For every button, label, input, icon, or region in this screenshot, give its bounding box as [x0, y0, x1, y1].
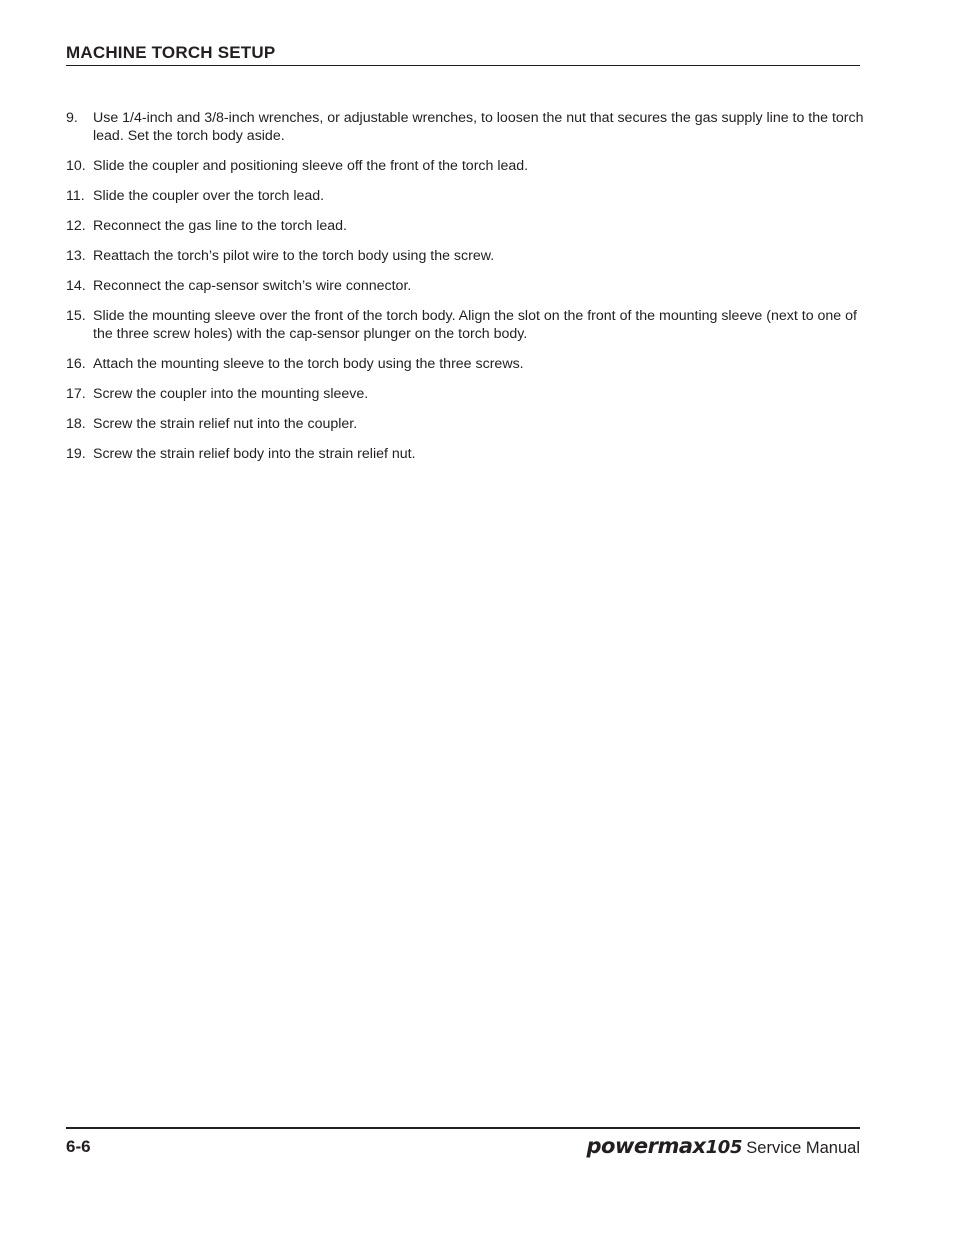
step-number: 13.: [66, 248, 86, 264]
step-text: Slide the mounting sleeve over the front of the torch body. Align the slot on the front of the mounting sleeve (next to one of the three screw holes) with the cap-sensor plunger on the torch body.: [93, 308, 857, 342]
step-number: 17.: [66, 386, 86, 402]
step-number: 9.: [66, 110, 78, 126]
step-item: [66, 445, 866, 463]
page-footer: [66, 1127, 860, 1169]
brand-name: powermax: [586, 1134, 706, 1158]
step-number: 12.: [66, 218, 86, 234]
step-number: 10.: [66, 158, 86, 174]
step-text: Reattach the torch’s pilot wire to the torch body using the screw.: [93, 248, 495, 264]
step-text: Slide the coupler and positioning sleeve off the front of the torch lead.: [93, 158, 529, 174]
manual-title: Service Manual: [746, 1139, 860, 1157]
page-header: [66, 43, 860, 66]
step-text: Screw the coupler into the mounting sleeve.: [93, 386, 369, 402]
step-item: [66, 355, 866, 373]
step-text: Screw the strain relief body into the strain relief nut.: [93, 446, 416, 462]
step-number: 19.: [66, 446, 86, 462]
step-number: 15.: [66, 308, 86, 324]
brand-model: 105: [705, 1137, 743, 1158]
step-item: [66, 307, 866, 343]
product-brand: [587, 1133, 860, 1162]
step-number: 11.: [66, 188, 85, 204]
page-number: 6-6: [66, 1137, 91, 1156]
procedure-steps: [66, 109, 866, 475]
step-item: [66, 277, 866, 295]
step-item: [66, 217, 866, 235]
step-item: [66, 385, 866, 403]
step-item: [66, 187, 866, 205]
step-text: Screw the strain relief nut into the coupler.: [93, 416, 358, 432]
section-title: MACHINE TORCH SETUP: [66, 43, 276, 62]
step-item: [66, 247, 866, 265]
step-text: Reconnect the gas line to the torch lead.: [93, 218, 347, 234]
step-number: 16.: [66, 356, 86, 372]
step-item: [66, 157, 866, 175]
step-item: [66, 109, 866, 145]
step-text: Reconnect the cap-sensor switch’s wire connector.: [93, 278, 412, 294]
step-item: [66, 415, 866, 433]
step-text: Slide the coupler over the torch lead.: [93, 188, 325, 204]
step-text: Attach the mounting sleeve to the torch body using the three screws.: [93, 356, 524, 372]
step-number: 18.: [66, 416, 86, 432]
step-text: Use 1/4-inch and 3/8-inch wrenches, or adjustable wrenches, to loosen the nut that secures the gas supply line to the torch lead. Set the torch body aside.: [93, 110, 864, 144]
step-number: 14.: [66, 278, 86, 294]
